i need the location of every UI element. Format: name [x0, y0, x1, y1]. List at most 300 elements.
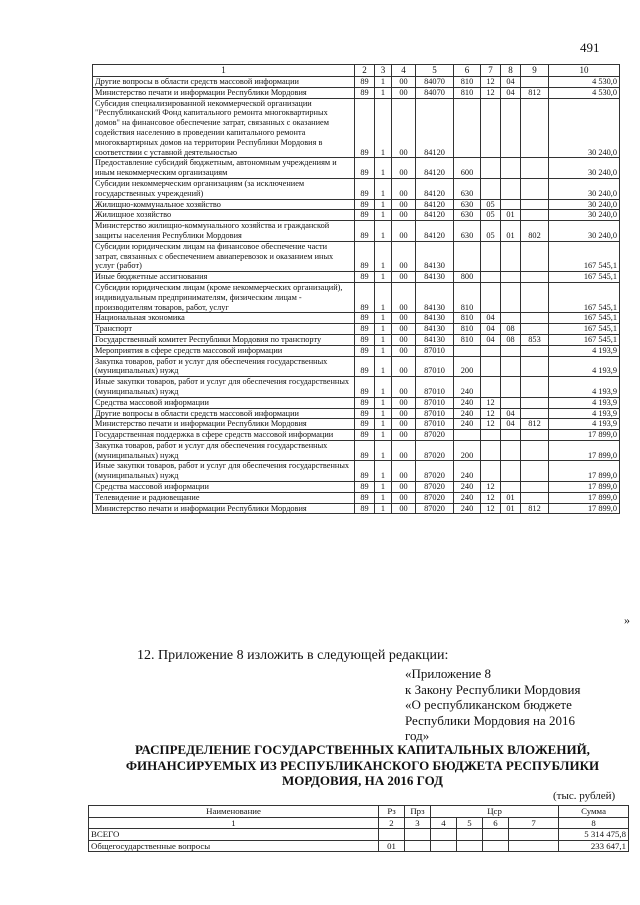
cell-code: 00 [392, 377, 416, 398]
cell-code: 05 [481, 221, 501, 242]
cell-code: 1 [375, 503, 392, 514]
cell-code: 84130 [416, 334, 454, 345]
cell-code: 84130 [416, 282, 454, 312]
row-name: Министерство печати и информации Республики Мордовия [93, 419, 355, 430]
cell-code: 1 [375, 87, 392, 98]
cell-code [501, 430, 521, 441]
table-row [89, 840, 629, 852]
table-row [93, 334, 620, 345]
appendix-line: «Приложение 8 [405, 666, 492, 681]
cell-code: 01 [501, 210, 521, 221]
row-name: Предоставление субсидий бюджетным, автономным учреждениям и иным некоммерческим организациям [93, 158, 355, 179]
cell-code [501, 241, 521, 271]
header-rz: Рз [379, 806, 405, 818]
cell-code: 810 [454, 324, 481, 335]
column-number: 10 [549, 65, 620, 77]
appendix-line: год» [405, 728, 430, 743]
cell-code: 00 [392, 334, 416, 345]
cell-code [501, 313, 521, 324]
cell-code: 600 [454, 158, 481, 179]
cell-code: 812 [521, 503, 549, 514]
cell-code: 853 [521, 334, 549, 345]
cell-code: 1 [375, 282, 392, 312]
table-row [93, 313, 620, 324]
cell-code: 87010 [416, 397, 454, 408]
cell-code: 84130 [416, 313, 454, 324]
cell-code: 200 [454, 356, 481, 377]
cell-code: 08 [501, 334, 521, 345]
cell-code [481, 272, 501, 283]
row-amount: 4 530,0 [549, 77, 620, 88]
cell-code: 89 [355, 334, 375, 345]
cell-code: 87010 [416, 408, 454, 419]
row-name: Министерство печати и информации Республики Мордовия [93, 87, 355, 98]
column-number: 2 [355, 65, 375, 77]
cell-code: 1 [375, 430, 392, 441]
table-row [93, 221, 620, 242]
cell-code [379, 829, 405, 841]
budget-table [92, 64, 620, 514]
table-row [93, 199, 620, 210]
row-name: Средства массовой информации [93, 482, 355, 493]
row-amount: 4 193,9 [549, 345, 620, 356]
cell-code: 89 [355, 482, 375, 493]
cell-code: 87010 [416, 345, 454, 356]
cell-code [521, 377, 549, 398]
row-amount: 30 240,0 [549, 210, 620, 221]
cell-code: 1 [375, 221, 392, 242]
capital-investment-table [88, 805, 629, 852]
cell-code: 08 [501, 324, 521, 335]
row-name: Государственная поддержка в сфере средств массовой информации [93, 430, 355, 441]
cell-code: 89 [355, 356, 375, 377]
column-number: 3 [375, 65, 392, 77]
cell-code: 810 [454, 334, 481, 345]
cell-code: 00 [392, 77, 416, 88]
column-number: 8 [559, 817, 629, 829]
cell-code: 12 [481, 87, 501, 98]
table-row [93, 503, 620, 514]
cell-code: 01 [379, 840, 405, 852]
cell-code [501, 440, 521, 461]
column-number: 5 [416, 65, 454, 77]
title-line: РАСПРЕДЕЛЕНИЕ ГОСУДАРСТВЕННЫХ КАПИТАЛЬНЫХ ВЛОЖЕНИЙ, [135, 742, 590, 757]
table-row [93, 241, 620, 271]
cell-code: 89 [355, 199, 375, 210]
cell-code: 1 [375, 178, 392, 199]
cell-code [521, 492, 549, 503]
column-number: 7 [509, 817, 559, 829]
cell-code: 05 [481, 210, 501, 221]
row-name: Иные закупки товаров, работ и услуг для обеспечения государственных (муниципальных) нужд [93, 377, 355, 398]
cell-code [521, 98, 549, 158]
table-row [93, 210, 620, 221]
cell-code: 240 [454, 461, 481, 482]
row-amount: 5 314 475,8 [559, 829, 629, 841]
cell-code [481, 461, 501, 482]
column-number: 3 [405, 817, 431, 829]
cell-code [521, 282, 549, 312]
cell-code [483, 840, 509, 852]
cell-code [521, 199, 549, 210]
cell-code: 89 [355, 221, 375, 242]
cell-code: 84070 [416, 87, 454, 98]
cell-code: 89 [355, 461, 375, 482]
cell-code: 01 [501, 492, 521, 503]
cell-code: 87010 [416, 356, 454, 377]
cell-code [481, 282, 501, 312]
cell-code: 89 [355, 345, 375, 356]
cell-code: 84070 [416, 77, 454, 88]
cell-code: 04 [501, 77, 521, 88]
cell-code: 84120 [416, 158, 454, 179]
cell-code: 05 [481, 199, 501, 210]
cell-code [481, 241, 501, 271]
header-prz: Прз [405, 806, 431, 818]
cell-code [481, 158, 501, 179]
cell-code: 1 [375, 419, 392, 430]
title-line: ФИНАНСИРУЕМЫХ ИЗ РЕСПУБЛИКАНСКОГО БЮДЖЕТА РЕСПУБЛИКИ [125, 757, 600, 773]
appendix-line: к Закону Республики Мордовия [405, 681, 581, 697]
title-line: МОРДОВИЯ, НА 2016 ГОД [281, 773, 443, 788]
cell-code: 1 [375, 210, 392, 221]
cell-code: 00 [392, 282, 416, 312]
cell-code: 1 [375, 241, 392, 271]
column-number: 7 [481, 65, 501, 77]
row-amount: 17 899,0 [549, 503, 620, 514]
cell-code: 810 [454, 313, 481, 324]
cell-code: 1 [375, 377, 392, 398]
row-name: Закупка товаров, работ и услуг для обеспечения государственных (муниципальных) нужд [93, 356, 355, 377]
cell-code: 12 [481, 408, 501, 419]
row-amount: 233 647,1 [559, 840, 629, 852]
cell-code: 12 [481, 397, 501, 408]
cell-code [509, 840, 559, 852]
cell-code [481, 377, 501, 398]
cell-code [501, 158, 521, 179]
row-amount: 17 899,0 [549, 492, 620, 503]
column-number: 5 [457, 817, 483, 829]
table-row [93, 87, 620, 98]
cell-code: 1 [375, 492, 392, 503]
cell-code: 84120 [416, 98, 454, 158]
row-amount: 167 545,1 [549, 334, 620, 345]
cell-code: 89 [355, 408, 375, 419]
cell-code: 87020 [416, 430, 454, 441]
appendix-reference [405, 666, 580, 744]
row-name: Субсидия специализированной некоммерческой организации "Республиканский Фонд капитального ремонта многоквартирных домов" на финансовое обеспечение затрат, связанных с оказанием содействия населению в проведении капитального ремонта многоквартирных домов на территории Республики Мордовия в соответствии с уставной деятельностью [93, 98, 355, 158]
row-name: Субсидии некоммерческим организациям (за исключением государственных учреждений) [93, 178, 355, 199]
appendix-line: «О республиканском бюджете [405, 697, 572, 712]
cell-code [501, 397, 521, 408]
cell-code: 84130 [416, 241, 454, 271]
table-row [93, 356, 620, 377]
cell-code: 630 [454, 178, 481, 199]
cell-code: 00 [392, 210, 416, 221]
cell-code: 810 [454, 87, 481, 98]
cell-code [521, 397, 549, 408]
cell-code: 87020 [416, 440, 454, 461]
cell-code: 00 [392, 461, 416, 482]
cell-code: 89 [355, 492, 375, 503]
cell-code: 630 [454, 210, 481, 221]
cell-code [521, 482, 549, 493]
cell-code: 01 [501, 221, 521, 242]
cell-code: 12 [481, 503, 501, 514]
cell-code: 1 [375, 334, 392, 345]
column-number: 8 [501, 65, 521, 77]
cell-code: 89 [355, 158, 375, 179]
row-amount: 167 545,1 [549, 313, 620, 324]
cell-code: 84120 [416, 221, 454, 242]
cell-code: 00 [392, 419, 416, 430]
table-row [93, 98, 620, 158]
cell-code: 1 [375, 324, 392, 335]
cell-code [521, 356, 549, 377]
cell-code: 800 [454, 272, 481, 283]
units-label: (тыс. рублей) [553, 790, 616, 802]
cell-code [501, 282, 521, 312]
cell-code [521, 241, 549, 271]
cell-code: 240 [454, 503, 481, 514]
document-title [95, 742, 630, 789]
cell-code: 1 [375, 77, 392, 88]
cell-code [521, 210, 549, 221]
cell-code [454, 241, 481, 271]
cell-code [501, 345, 521, 356]
cell-code [521, 77, 549, 88]
cell-code: 84120 [416, 178, 454, 199]
cell-code: 89 [355, 419, 375, 430]
row-amount: 167 545,1 [549, 272, 620, 283]
cell-code: 89 [355, 313, 375, 324]
row-name: Иные закупки товаров, работ и услуг для обеспечения государственных (муниципальных) нужд [93, 461, 355, 482]
cell-code: 12 [481, 492, 501, 503]
cell-code [481, 440, 501, 461]
cell-code: 1 [375, 408, 392, 419]
column-number: 9 [521, 65, 549, 77]
row-name: Транспорт [93, 324, 355, 335]
cell-code: 00 [392, 178, 416, 199]
cell-code: 00 [392, 440, 416, 461]
cell-code: 87010 [416, 419, 454, 430]
cell-code: 00 [392, 503, 416, 514]
row-amount: 167 545,1 [549, 282, 620, 312]
row-name: Другие вопросы в области средств массовой информации [93, 77, 355, 88]
cell-code [481, 178, 501, 199]
cell-code: 89 [355, 241, 375, 271]
cell-code [481, 345, 501, 356]
cell-code [521, 461, 549, 482]
cell-code [521, 430, 549, 441]
row-amount: 4 193,9 [549, 397, 620, 408]
row-name: Жилищно-коммунальное хозяйство [93, 199, 355, 210]
row-name: Телевидение и радиовещание [93, 492, 355, 503]
cell-code: 1 [375, 158, 392, 179]
cell-code: 00 [392, 98, 416, 158]
cell-code [501, 482, 521, 493]
row-amount: 4 193,9 [549, 356, 620, 377]
table-header-row [93, 65, 620, 77]
cell-code: 89 [355, 282, 375, 312]
cell-code [521, 345, 549, 356]
cell-code: 84130 [416, 272, 454, 283]
row-amount: 167 545,1 [549, 241, 620, 271]
cell-code: 1 [375, 482, 392, 493]
table-row [93, 430, 620, 441]
cell-code: 89 [355, 324, 375, 335]
cell-code: 1 [375, 461, 392, 482]
row-amount: 30 240,0 [549, 158, 620, 179]
cell-code [454, 430, 481, 441]
cell-code: 89 [355, 377, 375, 398]
header-name: Наименование [89, 806, 379, 818]
row-name: Другие вопросы в области средств массовой информации [93, 408, 355, 419]
cell-code: 810 [454, 77, 481, 88]
cell-code: 630 [454, 221, 481, 242]
cell-code: 12 [481, 77, 501, 88]
cell-code [521, 408, 549, 419]
cell-code [501, 98, 521, 158]
cell-code [501, 199, 521, 210]
cell-code [405, 840, 431, 852]
cell-code: 240 [454, 419, 481, 430]
cell-code [521, 324, 549, 335]
table-row [93, 158, 620, 179]
cell-code [501, 356, 521, 377]
row-amount: 4 530,0 [549, 87, 620, 98]
cell-code [521, 178, 549, 199]
table-row [93, 461, 620, 482]
cell-code [481, 430, 501, 441]
row-amount: 4 193,9 [549, 377, 620, 398]
table-row [93, 492, 620, 503]
cell-code: 12 [481, 419, 501, 430]
cell-code: 1 [375, 397, 392, 408]
cell-code: 630 [454, 199, 481, 210]
column-number: 2 [379, 817, 405, 829]
table-row [93, 282, 620, 312]
cell-code [405, 829, 431, 841]
table-row [93, 324, 620, 335]
row-name: Общегосударственные вопросы [89, 840, 379, 852]
table-row [93, 397, 620, 408]
amendment-item: 12. Приложение 8 изложить в следующей редакции: [137, 648, 449, 663]
cell-code: 1 [375, 199, 392, 210]
cell-code: 00 [392, 356, 416, 377]
cell-code [431, 840, 457, 852]
appendix-line: Республики Мордовия на 2016 [405, 712, 575, 728]
table-row [93, 77, 620, 88]
row-name: Министерство жилищно-коммунального хозяйства и гражданской защиты населения Республики Мордовия [93, 221, 355, 242]
table-row [93, 482, 620, 493]
table-row [93, 440, 620, 461]
cell-code [457, 829, 483, 841]
cell-code [454, 98, 481, 158]
cell-code: 1 [375, 440, 392, 461]
cell-code: 812 [521, 87, 549, 98]
row-amount: 30 240,0 [549, 221, 620, 242]
cell-code: 00 [392, 199, 416, 210]
cell-code: 04 [501, 87, 521, 98]
cell-code [521, 158, 549, 179]
cell-code: 00 [392, 158, 416, 179]
cell-code: 87020 [416, 492, 454, 503]
page-number: 491 [580, 40, 600, 55]
row-amount: 17 899,0 [549, 461, 620, 482]
cell-code: 00 [392, 345, 416, 356]
cell-code: 1 [375, 98, 392, 158]
cell-code: 00 [392, 324, 416, 335]
cell-code [431, 829, 457, 841]
cell-code: 240 [454, 482, 481, 493]
cell-code: 240 [454, 397, 481, 408]
row-amount: 17 899,0 [549, 430, 620, 441]
column-number: 1 [89, 817, 379, 829]
cell-code [501, 178, 521, 199]
cell-code: 12 [481, 482, 501, 493]
cell-code [483, 829, 509, 841]
cell-code: 89 [355, 77, 375, 88]
cell-code: 87020 [416, 461, 454, 482]
row-name: Средства массовой информации [93, 397, 355, 408]
row-name: Иные бюджетные ассигнования [93, 272, 355, 283]
cell-code: 200 [454, 440, 481, 461]
row-name: Национальная экономика [93, 313, 355, 324]
cell-code: 00 [392, 313, 416, 324]
cell-code: 84120 [416, 199, 454, 210]
cell-code: 240 [454, 408, 481, 419]
cell-code [521, 272, 549, 283]
row-amount: 30 240,0 [549, 178, 620, 199]
cell-code: 89 [355, 397, 375, 408]
cell-code [501, 377, 521, 398]
cell-code: 00 [392, 408, 416, 419]
table-row [93, 272, 620, 283]
table-row [93, 408, 620, 419]
column-number: 4 [392, 65, 416, 77]
cell-code: 89 [355, 503, 375, 514]
cell-code: 802 [521, 221, 549, 242]
cell-code: 84130 [416, 324, 454, 335]
cell-code: 89 [355, 272, 375, 283]
cell-code: 810 [454, 282, 481, 312]
cell-code: 84120 [416, 210, 454, 221]
cell-code: 1 [375, 345, 392, 356]
row-amount: 17 899,0 [549, 440, 620, 461]
cell-code: 87020 [416, 503, 454, 514]
column-number: 6 [454, 65, 481, 77]
column-number: 6 [483, 817, 509, 829]
row-name: Закупка товаров, работ и услуг для обеспечения государственных (муниципальных) нужд [93, 440, 355, 461]
cell-code: 01 [501, 503, 521, 514]
row-amount: 30 240,0 [549, 199, 620, 210]
row-amount: 4 193,9 [549, 419, 620, 430]
table-row [93, 419, 620, 430]
cell-code: 04 [501, 408, 521, 419]
cell-code: 89 [355, 430, 375, 441]
row-amount: 17 899,0 [549, 482, 620, 493]
header-sum: Сумма [559, 806, 629, 818]
cell-code: 00 [392, 272, 416, 283]
cell-code: 812 [521, 419, 549, 430]
column-numbers-row [89, 817, 629, 829]
cell-code: 00 [392, 87, 416, 98]
row-name: Жилищное хозяйство [93, 210, 355, 221]
column-number: 4 [431, 817, 457, 829]
cell-code: 04 [481, 334, 501, 345]
cell-code: 89 [355, 98, 375, 158]
